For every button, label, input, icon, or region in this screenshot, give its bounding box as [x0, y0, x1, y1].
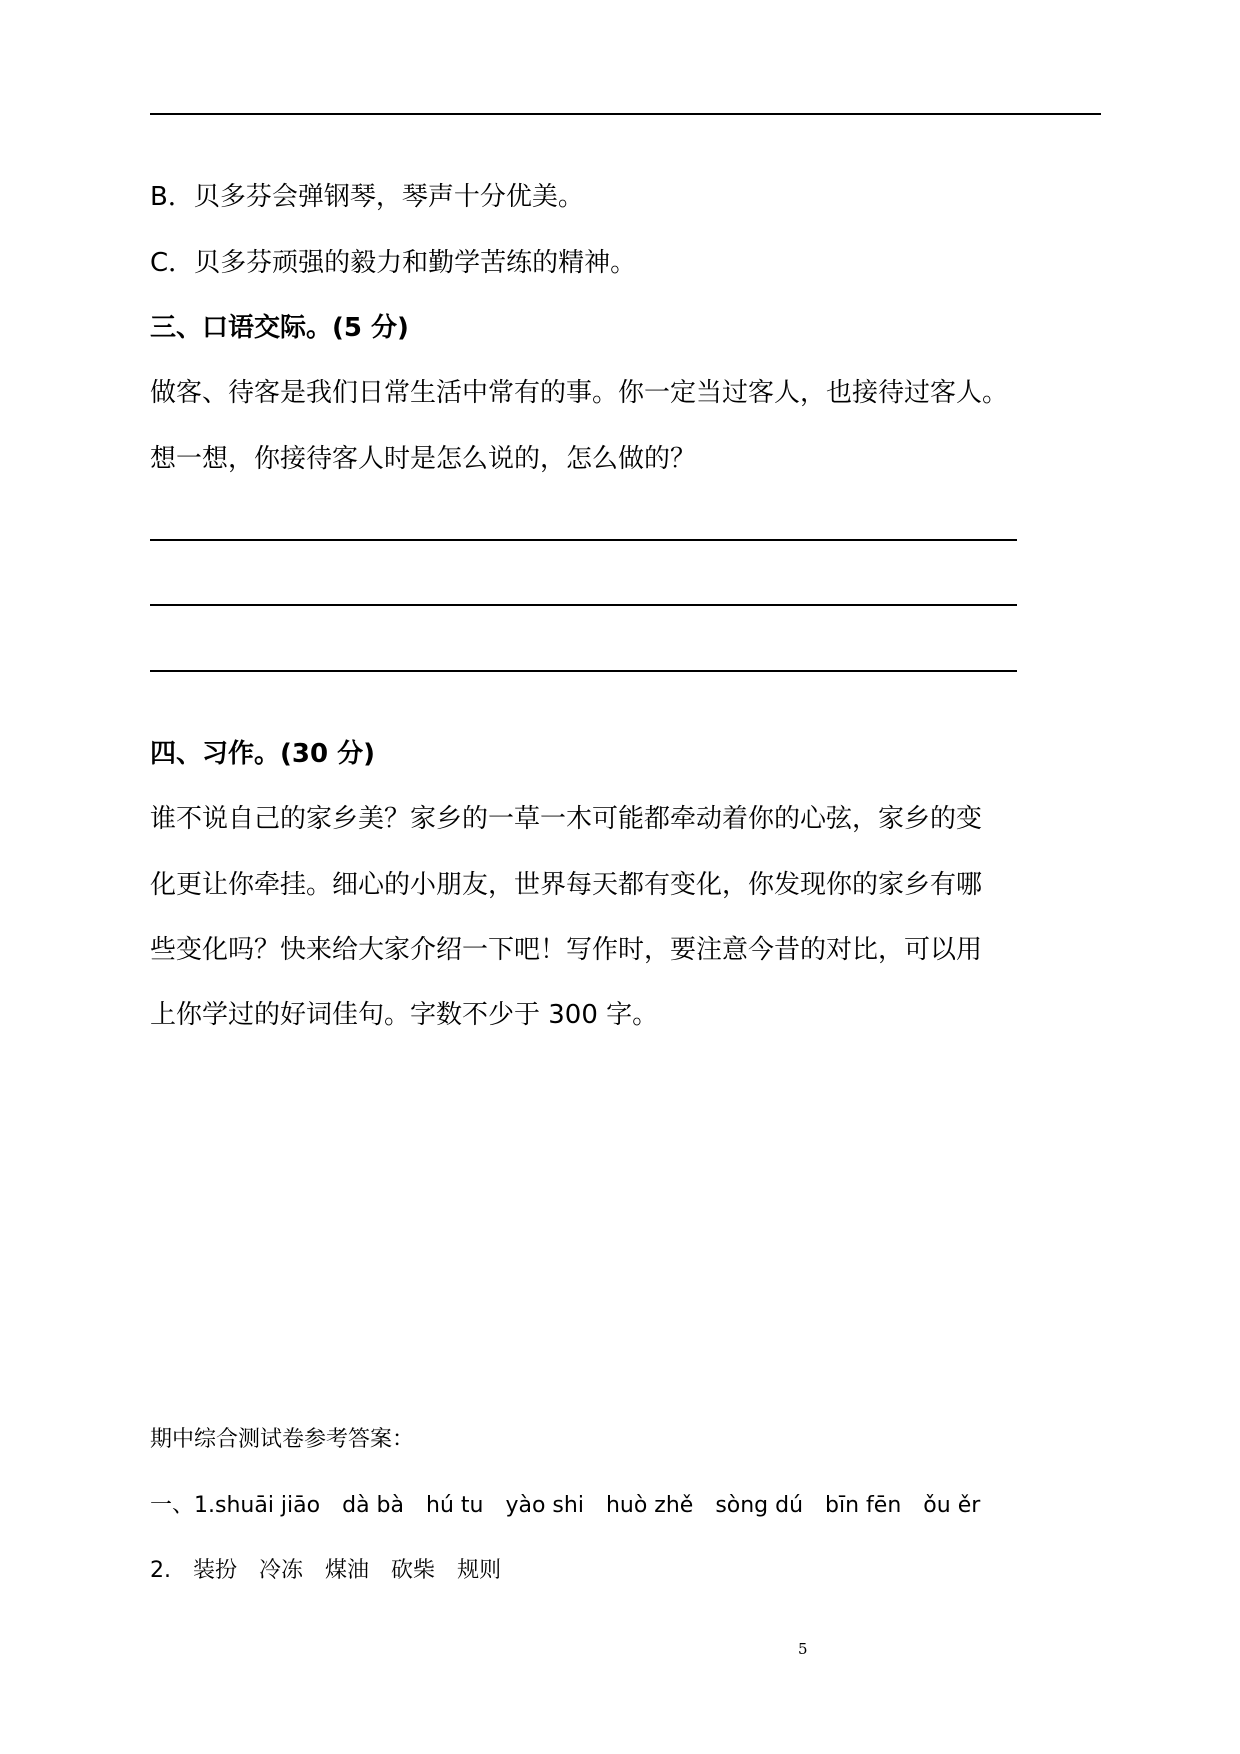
option-c: C．贝多芬顽强的毅力和勤学苦练的精神。: [150, 248, 637, 278]
answer-line: [150, 670, 1017, 672]
pinyin: bīn fēn: [825, 1493, 902, 1518]
q2-prefix: 2.: [150, 1558, 171, 1583]
page-number: 5: [798, 1640, 808, 1658]
word: 砍柴: [391, 1558, 436, 1583]
option-b: B．贝多芬会弹钢琴，琴声十分优美。: [150, 182, 584, 212]
section-heading: 三、口语交际。(5 分): [150, 313, 409, 343]
pinyin: yào shi: [505, 1493, 584, 1518]
answers-q1: [150, 1490, 980, 1522]
answers-q2: [150, 1555, 501, 1587]
pinyin: dà bà: [342, 1493, 404, 1518]
word: 装扮: [193, 1558, 238, 1583]
word: 规则: [457, 1558, 502, 1583]
pinyin: ǒu ěr: [923, 1493, 981, 1518]
paragraph-line: 上你学过的好词佳句。字数不少于 300 字。: [150, 1000, 659, 1030]
word: 煤油: [325, 1558, 370, 1583]
answer-line: [150, 539, 1017, 541]
pinyin: sòng dú: [715, 1493, 804, 1518]
paragraph-line: 谁不说自己的家乡美？家乡的一草一木可能都牵动着你的心弦，家乡的变: [150, 804, 983, 834]
paragraph-line: 化更让你牵挂。细心的小朋友，世界每天都有变化，你发现你的家乡有哪: [150, 870, 983, 900]
pinyin: shuāi jiāo: [215, 1493, 321, 1518]
pinyin: huò zhě: [605, 1493, 694, 1518]
section-heading: 四、习作。(30 分): [150, 739, 375, 769]
paragraph-line: 些变化吗？快来给大家介绍一下吧！写作时，要注意今昔的对比，可以用: [150, 935, 983, 965]
paragraph-line: 做客、待客是我们日常生活中常有的事。你一定当过客人，也接待过客人。: [150, 378, 1009, 408]
answers-title: 期中综合测试卷参考答案：: [150, 1427, 415, 1452]
answer-line: [150, 113, 1101, 115]
answer-line: [150, 604, 1017, 606]
pinyin: hú tu: [426, 1493, 484, 1518]
paragraph-line: 想一想，你接待客人时是怎么说的，怎么做的？: [150, 444, 697, 474]
q1-prefix: 一、1.: [150, 1493, 215, 1518]
word: 冷冻: [259, 1558, 304, 1583]
